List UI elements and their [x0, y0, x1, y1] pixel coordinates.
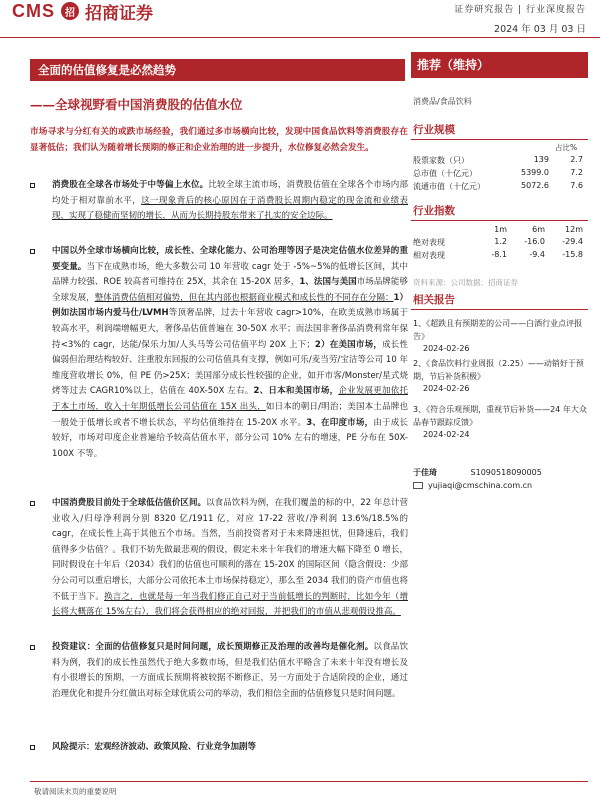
- scale-row-value: 5399.0: [521, 168, 549, 177]
- bullet-marker-icon: [30, 645, 35, 650]
- scale-row: [413, 181, 583, 192]
- bullet-text: 比较全球主流市场，消费股估值在全球各个市场内部均处于相对靠前水平，: [52, 180, 408, 206]
- rating-badge: 推荐（维持）: [411, 52, 588, 78]
- scale-row: [413, 155, 583, 166]
- related-report-title: 《符合乐观预期，重视节后补货——24 年大众品春节跟踪反馈》: [413, 405, 587, 427]
- analyst-id: S1090518090005: [470, 468, 542, 477]
- scale-row-share: 7.6: [570, 181, 583, 190]
- index-row-value: -16.0: [524, 237, 545, 246]
- related-report-3[interactable]: [413, 404, 588, 442]
- index-row-label: 相对表现: [413, 251, 445, 260]
- bullet-bold: 1）例如法国市场内爱马仕/LVMH: [52, 292, 408, 319]
- report-title: 全面的估值修复是必然趋势: [30, 59, 405, 81]
- bullet-lead: 投资建议：全面的估值修复只是时间问题，成长预期修正及治理的改善均是催化剂。: [52, 642, 374, 652]
- sector-label: 消费品/食品饮料: [413, 97, 472, 106]
- scale-row-share: 2.7: [570, 155, 583, 164]
- related-num: 3、: [413, 405, 427, 414]
- bullet-bold: 3、在印度市场，: [306, 417, 374, 428]
- related-num: 1、: [413, 319, 427, 328]
- index-row-value: -29.4: [562, 237, 583, 246]
- bullet-3: [30, 496, 408, 621]
- scale-row: [413, 168, 583, 179]
- scale-row-label: 流通市值（十亿元）: [413, 182, 485, 191]
- analyst-info: [413, 467, 588, 478]
- bullet-marker-icon: [30, 745, 35, 750]
- scale-row-label: 总市值（十亿元）: [413, 169, 477, 178]
- bullet-text: 宏观经济波动、政策风险、行业竞争加剧等: [94, 742, 257, 752]
- index-row-value: -15.8: [562, 250, 583, 259]
- bullet-bold: 2、日本和美国市场，: [253, 386, 339, 397]
- bullet-underline: 整体消费估值相对偏势，但在其内部也根据商业模式和成长性的不同存在分隔：: [94, 292, 394, 303]
- bullet-text: 由于成长较好，市场对印度企业普遍给予较高估值水平，部分公司 10% 左右的增速，PE 分布在 50X-100X 不等。: [52, 417, 408, 459]
- index-header-cell: 1m: [494, 225, 507, 234]
- bullet-text: 以食品饮料为例，在我们覆盖的标的中，22 年总计营业收入/归母净利润分别 8320 亿/1911 亿，对应 17-22 营收/净利润 13.6%/18.5%的 cagr，在成长性上高于其他五个市场。当然，当前投资者对于未来降速担忧，但降速后，我们值得多少估值？。我们不妨先做最悲观的假设，假定未来十年我们的增速大幅下降至 0 增长，同时假设在十年后（2034）我们的估值也可顺利的落在 15-20X 的国际区间（隐含假设：少部分公司可以重启增长，大部分公司依托本土市场保持稳定），那么至 2034 我们的资产市值也将不低于当下。: [52, 498, 408, 602]
- header-divider: [0, 37, 600, 38]
- index-row-value: -9.4: [529, 250, 545, 259]
- header-meta: [454, 2, 586, 35]
- logo-cn: 招商证券: [85, 3, 153, 24]
- bullet-5: [30, 740, 408, 756]
- index-row: [413, 250, 583, 261]
- scale-unit: 占比%: [555, 143, 578, 152]
- bullet-underline: 企业发展更加依托于本土市场，收入十年期低增长公司估值在 15X 出头，: [52, 386, 409, 412]
- index-source: 资料来源：公司数据、招商证券: [413, 278, 518, 287]
- index-row-value: 1.2: [494, 237, 507, 246]
- bullet-2: [30, 244, 408, 462]
- bullet-1: [30, 178, 408, 225]
- scale-divider: [411, 139, 588, 140]
- logo: [12, 0, 153, 22]
- bullet-underline: 换言之，也就是每一年当我们修正自己对于当前低增长的判断时，比如今年（增长将大概落在 15%左右），我们将会获得相应的绝对回报，并把我们的市值从悲观假设推高。: [52, 591, 408, 618]
- bullet-list: [30, 178, 408, 778]
- bullet-lead: 风险提示：: [52, 742, 95, 752]
- bullet-text: 市场品牌能够全球发展，: [52, 277, 408, 303]
- bullet-marker-icon: [30, 183, 35, 188]
- related-num: 2、: [413, 359, 427, 368]
- index-divider: [411, 220, 588, 221]
- scale-row-value: 139: [533, 155, 549, 164]
- scale-row-label: 股票家数（只）: [413, 156, 469, 165]
- bullet-marker-icon: [30, 501, 35, 506]
- index-header-cell: 12m: [565, 225, 583, 234]
- related-report-title: 《食品饮料行业周报（2.25）——动销好于预期，节后补货积极》: [413, 359, 584, 381]
- index-header: [413, 225, 583, 234]
- bullet-marker-icon: [30, 249, 35, 254]
- bullet-text: 以食品饮料为例，我们的成长性虽然代于绝大多数市场，但是我们估值水平略含了未来十年没有增长及有小很增长的预期，一方面成长预期将被较据不断修正，另一方面处于合适阶段的企业，通过治理优化和提升分红做出对标全球优质公司的举动，我们相信全面的估值修复只是时间问题。: [52, 642, 408, 699]
- index-row-label: 绝对表现: [413, 238, 445, 247]
- index-header-cell: [413, 225, 469, 234]
- bullet-4: [30, 640, 408, 702]
- related-report-title: 《超跌且有预期差的公司——白酒行业点评报告》: [413, 319, 583, 341]
- bullet-lead: 消费股在全球各市场处于中等偏上水位。: [52, 180, 209, 190]
- index-title: 行业指数: [413, 205, 455, 217]
- logo-latin: CMS: [12, 0, 55, 21]
- bullet-text: 如日本的朝日/明治；美国本土品牌也一般处于低增长或者不增长状态，平均估值维持在 15-20X 水平。: [52, 401, 409, 428]
- related-title: 相关报告: [413, 294, 455, 306]
- bullet-bold: 1、法国与美国: [299, 277, 357, 288]
- email-text: yujiaqi@cmschina.com.cn: [428, 481, 533, 490]
- report-date: 2024 年 03 月 03 日: [494, 24, 586, 35]
- analyst-email[interactable]: [413, 481, 532, 490]
- related-report-date: 2024-02-26: [423, 384, 470, 393]
- bullet-text: 成长性偏弱但治理结构较好、注重股东回报的公司估值具有支撑，例如可乐/麦当劳/宝洁等公司 10 年维度营收增长 0%，但 PE 仍>25X；美国部分成长性较强的企业，如开市客/Monster/星式烧烤等过去 CAGR10%以上，估值在 40X-50X 左右。: [52, 339, 408, 397]
- related-report-date: 2024-02-24: [423, 430, 470, 439]
- bullet-lead: 中国以外全球市场横向比较，成长性、全球化能力、公司治理等因子是决定估值水位差异的重要变量。: [52, 246, 408, 272]
- index-row-value: -8.1: [491, 250, 507, 259]
- footer-divider: [30, 781, 588, 782]
- logo-badge-icon: 招: [61, 2, 79, 20]
- bullet-bold: 2）在美国市场，: [314, 339, 383, 350]
- scale-row-share: 7.2: [570, 168, 583, 177]
- bullet-lead: 中国消费股目前处于全球低估值价区间。: [52, 498, 207, 508]
- scale-row-value: 5072.6: [521, 181, 549, 190]
- bullet-text: 等顶奢品牌，过去十年营收 cagr>10%，在欧美成熟市场属于较高水平，利润端增幅更大，奢侈品估值普遍在 30-50X 水平；而法国非奢侈品消费利常年保持<3%的 cagr，达能/保乐力加/人头马等公司估值平均 20X 上下；: [52, 308, 408, 350]
- analyst-name: 于佳琦: [413, 468, 437, 477]
- report-category: 证券研究报告 | 行业深度报告: [454, 5, 586, 15]
- index-header-cell: 6m: [532, 225, 545, 234]
- bullet-text: 当下在成熟市场，绝大多数公司 10 年营收 cagr 处于 -5%~5%的低增长区间，其中品牌力较强、ROE 较高者可维持在 25X，其余在 15-20X 居多，: [52, 261, 408, 288]
- related-report-1[interactable]: [413, 318, 588, 356]
- abstract: 市场寻求与分红有关的或跌市场经验，我们通过多市场横向比较，发现中国食品饮料等消费股存在显著低估；我们认为随着增长预期的修正和企业治理的进一步提升，水位修复必然会发生。: [30, 127, 408, 153]
- report-subtitle: ——全球视野看中国消费股的估值水位: [30, 97, 243, 112]
- related-divider: [411, 309, 588, 310]
- index-row: [413, 237, 583, 248]
- related-report-2[interactable]: [413, 358, 588, 396]
- related-report-date: 2024-02-26: [423, 344, 470, 353]
- footer-note: 敬请阅读末页的重要说明: [34, 787, 117, 796]
- envelope-icon: [413, 482, 423, 489]
- bullet-underline: 这一现象背后的核心原因在于消费股长周期内稳定的现金流和业绩表现，实现了稳健而坚韧的增长，从而为长期持股东带来了扎实的安全边际。: [52, 195, 408, 222]
- scale-title: 行业规模: [413, 124, 455, 136]
